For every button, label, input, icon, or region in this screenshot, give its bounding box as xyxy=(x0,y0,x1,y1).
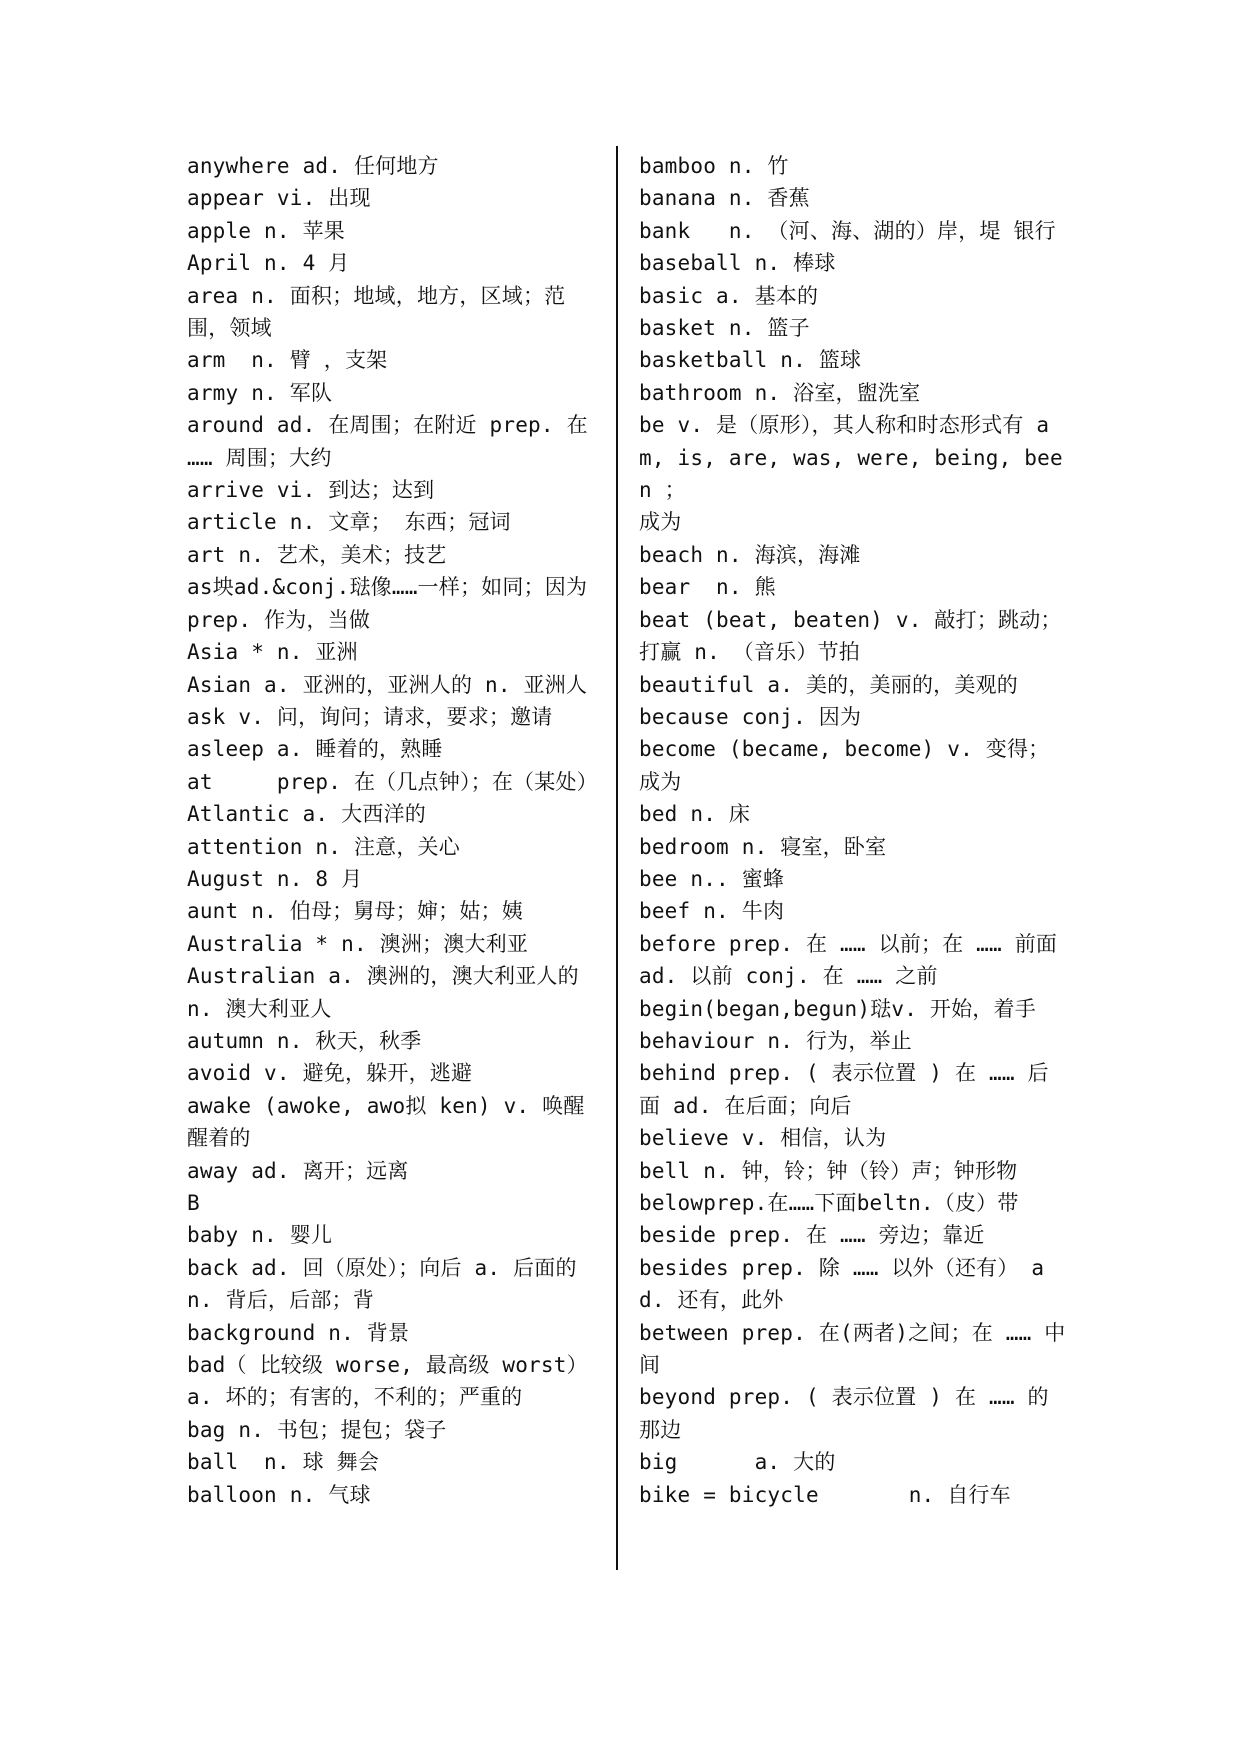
vocab-entry: anywhere ad. 任何地方 xyxy=(187,154,439,178)
vocab-entry: article n. 文章； 东西；冠词 xyxy=(187,510,511,535)
vocab-entry: begin(began,begun)琺v. 开始，着手 xyxy=(639,996,1036,1021)
vocab-entry: 成为 xyxy=(639,510,682,535)
vocab-entry: baby n. 婴儿 xyxy=(187,1223,333,1248)
vocab-entry: beside prep. 在 …… 旁边；靠近 xyxy=(639,1223,985,1248)
vocab-entry: aunt n. 伯母；舅母；婶；姑；姨 xyxy=(187,899,523,924)
vocab-entry: ball n. 球 舞会 xyxy=(187,1450,380,1475)
vocab-entry: basic a. 基本的 xyxy=(639,283,819,308)
vocab-entry: as坱ad.&conj.琺像……一样；如同；因为 prep. 作为，当做 xyxy=(187,575,601,632)
vocab-entry: at prep. 在（几点钟）；在（某处） xyxy=(187,769,598,794)
vocab-entry: be v. 是（原形），其人称和时态形式有 am, is, are, was, were, being, been ； xyxy=(639,413,1063,503)
vocab-entry: bag n. 书包；提包；袋子 xyxy=(187,1417,447,1442)
vocab-entry: between prep. 在(两者)之间；在 …… 中间 xyxy=(639,1320,1066,1378)
vocab-entry: back ad. 回（原处）；向后 a. 后面的 n. 背后，后部；背 xyxy=(187,1255,590,1313)
vocab-entry: Atlantic a. 大西洋的 xyxy=(187,802,426,827)
vocab-entry: bike = bicycle n. 自行车 xyxy=(639,1482,1011,1507)
vocab-entry: because conj. 因为 xyxy=(639,704,862,729)
vocab-entry: believe v. 相信，认为 xyxy=(639,1126,887,1151)
vocab-entry: bee n.. 蜜蜂 xyxy=(639,866,785,891)
vocab-entry: beat (beat, beaten) v. 敲打；跳动；打赢 n. （音乐）节拍 xyxy=(639,607,1062,665)
column-divider xyxy=(616,146,618,1570)
vocab-entry: balloon n. 气球 xyxy=(187,1482,371,1507)
vocab-entry: beautiful a. 美的，美丽的，美观的 xyxy=(639,672,1018,697)
vocab-entry: bathroom n. 浴室，盥洗室 xyxy=(639,380,921,405)
vocab-entry: banana n. 香蕉 xyxy=(639,186,810,211)
vocab-entry: before prep. 在 …… 以前；在 …… 前面 ad. 以前 conj. 在 …… 之前 xyxy=(639,931,1070,989)
vocab-entry: besides prep. 除 …… 以外（还有） ad. 还有，此外 xyxy=(639,1255,1045,1313)
vocab-entry: bear n. 熊 xyxy=(639,575,776,600)
vocab-entry: away ad. 离开；远离 xyxy=(187,1158,409,1183)
vocab-entry: around ad. 在周围；在附近 prep. 在 …… 周围；大约 xyxy=(187,413,601,470)
vocab-entry: bamboo n. 竹 xyxy=(639,154,789,178)
vocab-entry: bank n. （河、海、湖的）岸，堤 银行 xyxy=(639,218,1056,243)
vocab-entry: basket n. 篮子 xyxy=(639,316,810,341)
section-letter: B xyxy=(187,1191,200,1215)
vocab-entry: appear vi. 出现 xyxy=(187,186,371,211)
vocab-entry: baseball n. 棒球 xyxy=(639,251,836,276)
vocab-entry: apple n. 苹果 xyxy=(187,218,345,243)
vocab-entry: background n. 背景 xyxy=(187,1320,410,1345)
vocab-entry: behind prep. ( 表示位置 ) 在 …… 后面 ad. 在后面；向后 xyxy=(639,1061,1049,1118)
vocab-entry: belowprep.在……下面beltn.（皮）带 xyxy=(639,1191,1019,1215)
vocab-entry: bed n. 床 xyxy=(639,802,751,827)
vocab-entry: awake (awoke, awo拟 ken) v. 唤醒 醒着的 xyxy=(187,1093,598,1151)
vocab-entry: behaviour n. 行为，举止 xyxy=(639,1028,912,1053)
vocab-entry: beef n. 牛肉 xyxy=(639,899,785,924)
vocab-entry: become (became, become) v. 变得；成为 xyxy=(639,737,1050,794)
left-column xyxy=(187,150,607,1511)
vocab-entry: August n. 8 月 xyxy=(187,866,363,891)
vocab-entry: area n. 面积；地域，地方，区域；范围，领域 xyxy=(187,283,566,341)
vocab-entry: Australia * n. 澳洲；澳大利亚 xyxy=(187,931,529,956)
vocab-entry: autumn n. 秋天，秋季 xyxy=(187,1028,422,1053)
vocab-entry: avoid v. 避免，躲开，逃避 xyxy=(187,1061,473,1086)
vocab-entry: Asian a. 亚洲的，亚洲人的 n. 亚洲人 xyxy=(187,672,588,697)
vocab-entry: arm n. 臂 ，支架 xyxy=(187,348,388,373)
vocab-entry: April n. 4 月 xyxy=(187,251,350,276)
vocab-entry: bad（ 比较级 worse, 最高级 worst） a. 坏的；有害的，不利的；严重的 xyxy=(187,1353,601,1410)
vocab-entry: basketball n. 篮球 xyxy=(639,348,862,373)
vocab-entry: arrive vi. 到达；达到 xyxy=(187,478,435,503)
vocab-entry: beach n. 海滨，海滩 xyxy=(639,542,861,567)
vocab-entry: ask v. 问，询问；请求，要求；邀请 xyxy=(187,704,553,729)
vocab-entry: big a. 大的 xyxy=(639,1450,836,1475)
vocab-entry: attention n. 注意，关心 xyxy=(187,834,460,859)
vocab-entry: Asia * n. 亚洲 xyxy=(187,640,358,665)
vocab-entry: bell n. 钟，铃；钟（铃）声；钟形物 xyxy=(639,1158,1018,1183)
vocab-entry: art n. 艺术，美术；技艺 xyxy=(187,542,447,567)
vocab-entry: Australian a. 澳洲的，澳大利亚人的 n. 澳大利亚人 xyxy=(187,964,592,1021)
vocab-entry: asleep a. 睡着的，熟睡 xyxy=(187,737,443,762)
vocab-entry: bedroom n. 寝室，卧室 xyxy=(639,834,887,859)
right-column xyxy=(639,150,1069,1511)
vocab-entry: beyond prep. ( 表示位置 ) 在 …… 的那边 xyxy=(639,1385,1049,1442)
vocab-entry: army n. 军队 xyxy=(187,380,333,405)
